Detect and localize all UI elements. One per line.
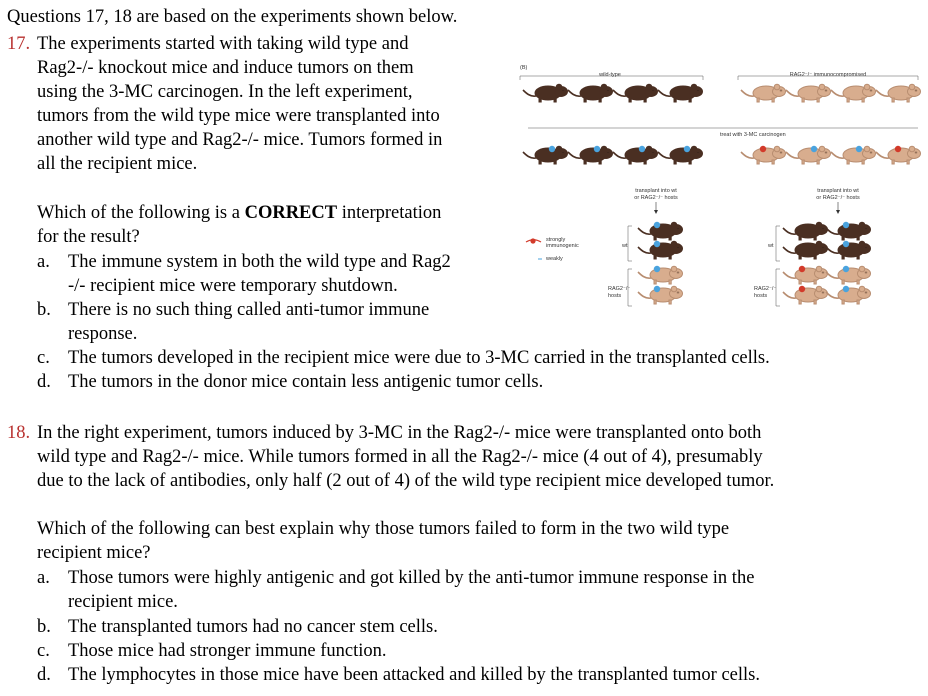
option-text: Those tumors were highly antigenic and got killed by the anti-tumor immune response in the [68,568,755,588]
q17-question [37,202,441,225]
q17-question-pre: Which of the following is a [37,203,245,223]
option-letter: a. [37,568,50,588]
left-group-label: wild-type [599,72,621,78]
left-transplant-line2: or RAG2⁻/⁻ hosts [634,195,678,201]
option-text: The tumors developed in the recipient mice were due to 3-MC carried in the transplanted cells. [68,348,770,368]
rag-mice-row2 [741,146,921,164]
q17-stem-line: tumors from the wild type mice were transplanted into [37,106,440,126]
q17-stem-line: using the 3-MC carcinogen. In the left experiment, [37,82,413,102]
option-text: The transplanted tumors had no cancer stem cells. [68,617,438,637]
q17-number: 17. [7,34,31,54]
treat-label: treat with 3-MC carcinogen [720,132,786,138]
right-rag-host-2: hosts [754,293,768,299]
option-text: There is no such thing called anti-tumor immune [68,300,430,320]
left-wt-label: wt [622,243,628,249]
right-wt-recipients [783,222,871,259]
left-rag-recipients [638,266,683,304]
q17-stem-line: The experiments started with taking wild type and [37,34,409,54]
option-letter: c. [37,348,50,368]
option-text: The tumors in the donor mice contain less antigenic tumor cells. [68,372,544,392]
rag-mice-row1 [741,84,921,102]
option-text: Those mice had stronger immune function. [68,641,387,661]
option-text: The immune system in both the wild type and Rag2 [68,252,451,272]
q17-question-post: interpretation [337,203,442,223]
right-transplant-line1: transplant into wt [817,188,859,194]
right-wt-label: wt [768,243,774,249]
option-letter: d. [37,665,51,685]
left-arrow-head [654,210,658,214]
q17-question-bold: CORRECT [244,203,338,223]
option-letter: b. [37,300,51,320]
legend-strong-2: immunogenic [546,243,579,249]
right-rag-host-1: RAG2⁻/⁻ [754,286,777,292]
option-text: The lymphocytes in those mice have been attacked and killed by the transplanted tumor cells. [68,665,760,685]
q18-stem-line: due to the lack of antibodies, only half (2 out of 4) of the wild type recipient mice developed tumor. [37,471,775,491]
right-arrow-head [836,210,840,214]
left-rag-host-1: RAG2⁻/⁻ [608,286,631,292]
q18-stem-line: wild type and Rag2-/- mice. While tumors formed in all the Rag2-/- mice (4 out of 4), presumably [37,447,763,467]
legend-weak: weakly [546,256,563,262]
option-text: recipient mice. [68,592,178,612]
q18-stem-line: In the right experiment, tumors induced by 3-MC in the Rag2-/- mice were transplanted onto both [37,423,762,443]
q17-stem-line: all the recipient mice. [37,154,198,174]
option-letter: b. [37,617,51,637]
option-text: response. [68,324,138,344]
option-letter: d. [37,372,51,392]
option-letter: c. [37,641,50,661]
q18-question-line: Which of the following can best explain why those tumors failed to form in the two wild type [37,519,730,539]
legend [526,237,579,262]
right-group-label: RAG2⁻/⁻ immunocompromised [789,72,867,78]
panel-label: (B) [520,65,528,71]
q17-stem-line: another wild type and Rag2-/- mice. Tumors formed in [37,130,443,150]
option-letter: a. [37,252,50,272]
left-transplant-line1: transplant into wt [635,188,677,194]
q17-question-line2: for the result? [37,227,140,247]
right-rag-recipients [783,266,871,304]
legend-strong-1: strongly [546,237,566,243]
right-transplant-line2: or RAG2⁻/⁻ hosts [816,195,860,201]
option-text: -/- recipient mice were temporary shutdown. [68,276,398,296]
q18-number: 18. [7,423,31,443]
left-wt-recipients [638,222,683,259]
experiment-figure [508,56,928,314]
left-rag-host-2: hosts [608,293,622,299]
q17-stem-line: Rag2-/- knockout mice and induce tumors on them [37,58,414,78]
wt-mice-row1 [523,84,703,102]
q18-question-line: recipient mice? [37,543,151,563]
header-text: Questions 17, 18 are based on the experiments shown below. [7,7,458,27]
